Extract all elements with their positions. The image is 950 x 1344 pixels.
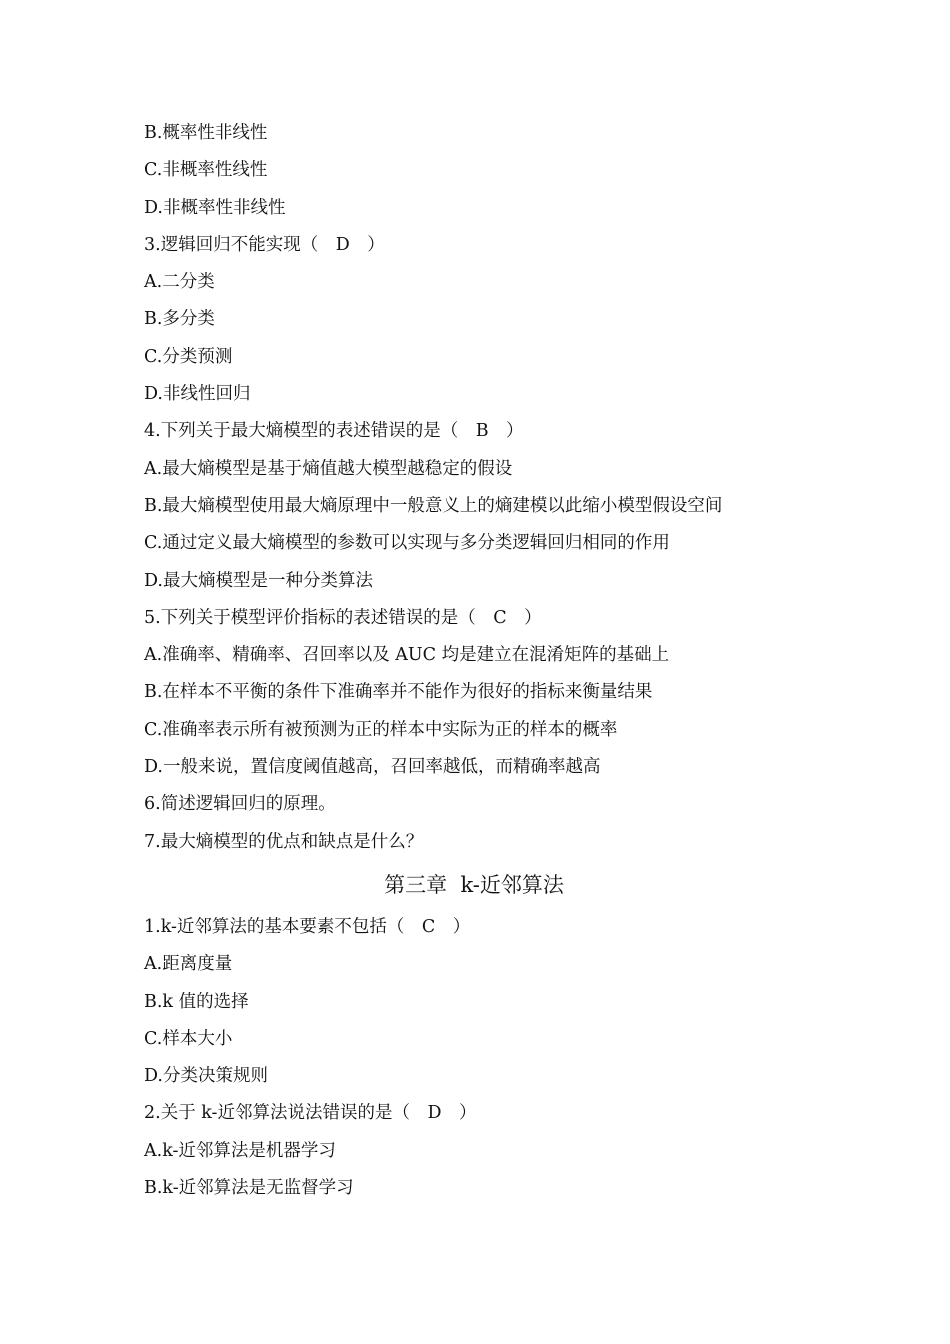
text-line: C.分类预测	[144, 346, 233, 367]
text-line: D.非线性回归	[144, 384, 251, 405]
document-content	[144, 115, 824, 1207]
text-line: D.最大熵模型是一种分类算法	[144, 570, 373, 591]
text-line: C.样本大小	[144, 1028, 233, 1049]
text-line: D.非概率性非线性	[144, 197, 286, 218]
text-line: B.多分类	[144, 309, 215, 330]
text-line: D.分类决策规则	[144, 1066, 268, 1087]
question-line: 2.关于 k-近邻算法说法错误的是（ D ）	[144, 1103, 477, 1124]
question-line: 3.逻辑回归不能实现（ D ）	[144, 234, 385, 255]
chapter-heading: 第三章 k-近邻算法	[384, 872, 564, 897]
text-line: A.k-近邻算法是机器学习	[144, 1140, 336, 1161]
text-line: B.k 值的选择	[144, 991, 249, 1012]
text-line: B.概率性非线性	[144, 123, 268, 143]
text-line: A.准确率、精确率、召回率以及 AUC 均是建立在混淆矩阵的基础上	[144, 645, 670, 666]
question-line: 4.下列关于最大熵模型的表述错误的是（ B ）	[144, 421, 524, 442]
question-line: 7.最大熵模型的优点和缺点是什么？	[144, 831, 424, 852]
question-line: 1.k-近邻算法的基本要素不包括（ C ）	[144, 916, 471, 937]
text-block-after	[144, 909, 824, 1207]
text-block-before	[144, 115, 824, 861]
text-line: B.最大熵模型使用最大熵原理中一般意义上的熵建模以此缩小模型假设空间	[144, 495, 723, 516]
text-line: C.通过定义最大熵模型的参数可以实现与多分类逻辑回归相同的作用	[144, 533, 670, 554]
text-line: C.非概率性线性	[144, 160, 268, 181]
text-line: D.一般来说，置信度阈值越高，召回率越低，而精确率越高	[144, 757, 601, 778]
question-line: 5.下列关于模型评价指标的表述错误的是（ C ）	[144, 607, 542, 628]
text-line: A.最大熵模型是基于熵值越大模型越稳定的假设	[144, 458, 513, 479]
text-line: C.准确率表示所有被预测为正的样本中实际为正的样本的概率	[144, 719, 618, 740]
text-line: B.在样本不平衡的条件下准确率并不能作为很好的指标来衡量结果	[144, 682, 653, 703]
text-line: A.距离度量	[144, 954, 233, 975]
text-line: B.k-近邻算法是无监督学习	[144, 1178, 354, 1199]
text-line: A.二分类	[144, 272, 215, 293]
question-line: 6.简述逻辑回归的原理。	[144, 794, 336, 815]
